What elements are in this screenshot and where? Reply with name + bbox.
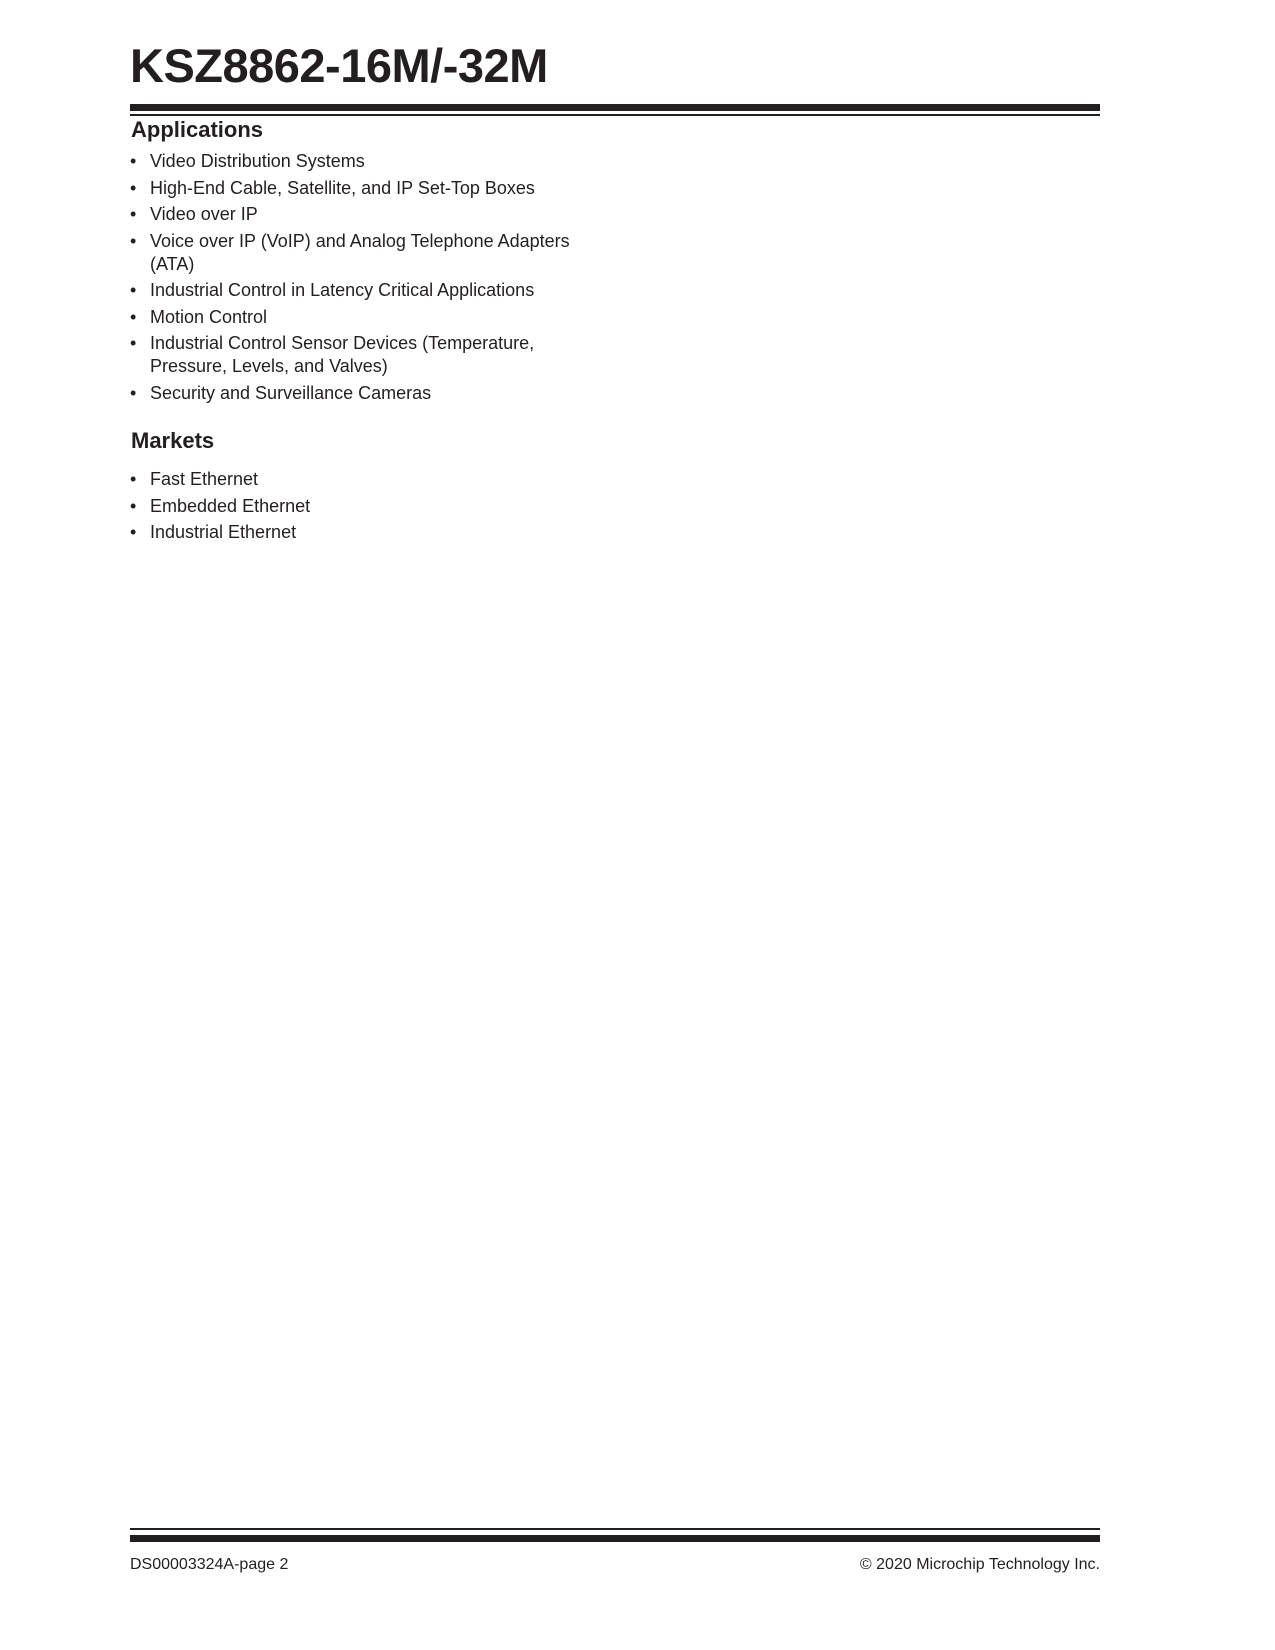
bullet-icon: • xyxy=(130,522,137,542)
list-item xyxy=(130,177,570,200)
list-item xyxy=(130,332,570,378)
footer-copyright: © 2020 Microchip Technology Inc. xyxy=(859,1556,1100,1573)
markets-list xyxy=(130,468,570,548)
list-item-text: Voice over IP (VoIP) and Analog Telephone Adapters (ATA) xyxy=(150,230,570,274)
list-item-text: Fast Ethernet xyxy=(150,469,259,489)
header-rule-thin xyxy=(130,114,1100,116)
list-item-text: Embedded Ethernet xyxy=(150,495,311,516)
footer-rule-thick xyxy=(130,1535,1100,1542)
list-item xyxy=(130,306,570,329)
list-item-text: Industrial Ethernet xyxy=(150,522,297,542)
list-item-text: Video Distribution Systems xyxy=(150,151,365,171)
bullet-icon: • xyxy=(130,382,137,403)
footer-document-page: DS00003324A-page 2 xyxy=(130,1556,289,1573)
applications-list xyxy=(130,150,570,408)
list-item xyxy=(130,230,570,276)
bullet-icon: • xyxy=(130,204,137,224)
list-item xyxy=(130,521,570,544)
document-title: KSZ8862-16M/-32M xyxy=(130,39,548,92)
list-item-text: High-End Cable, Satellite, and IP Set-Top Boxes xyxy=(150,177,535,198)
list-item xyxy=(130,468,570,491)
list-item-text: Motion Control xyxy=(150,306,268,327)
bullet-icon: • xyxy=(130,280,137,300)
bullet-icon: • xyxy=(130,333,137,353)
list-item xyxy=(130,203,570,226)
bullet-icon: • xyxy=(130,495,137,516)
applications-heading: Applications xyxy=(131,117,264,142)
list-item xyxy=(130,150,570,173)
header-rule-thick xyxy=(130,104,1100,111)
list-item-text: Security and Surveillance Cameras xyxy=(150,382,432,403)
markets-heading: Markets xyxy=(131,428,215,453)
bullet-icon: • xyxy=(130,177,137,198)
bullet-icon: • xyxy=(130,469,137,489)
list-item xyxy=(130,495,570,518)
list-item xyxy=(130,382,570,405)
bullet-icon: • xyxy=(130,151,137,171)
list-item xyxy=(130,279,570,302)
footer-rule-thin xyxy=(130,1528,1100,1530)
list-item-text: Industrial Control in Latency Critical Applications xyxy=(150,280,535,300)
list-item-text: Video over IP xyxy=(150,204,258,224)
bullet-icon: • xyxy=(130,230,137,251)
list-item-text: Industrial Control Sensor Devices (Temperature, Pressure, Levels, and Valves) xyxy=(150,333,535,376)
bullet-icon: • xyxy=(130,306,137,327)
